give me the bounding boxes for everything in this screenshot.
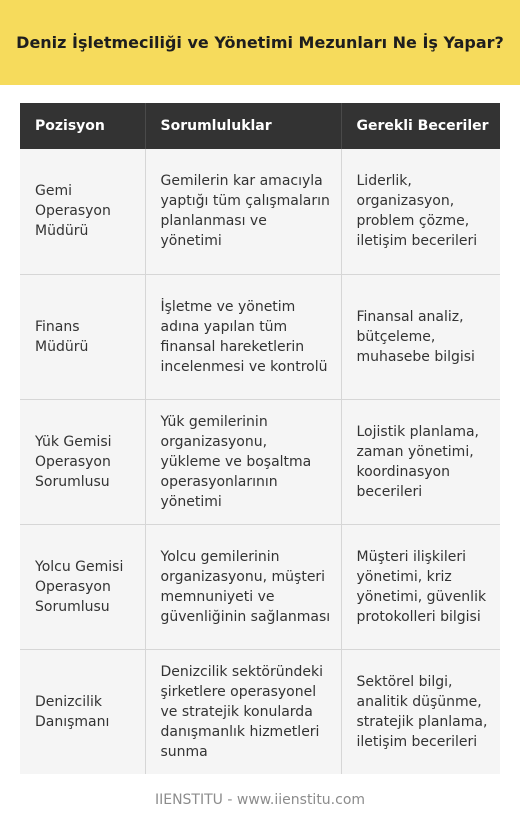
- table-body: [20, 149, 500, 774]
- cell-responsibilities: Yük gemilerinin organizasyonu, yükleme ve boşaltma operasyonlarının yönetimi: [145, 399, 341, 524]
- cell-responsibilities: Denizcilik sektöründeki şirketlere operasyonel ve stratejik konularda danışmanlık hizmetleri sunma: [145, 649, 341, 774]
- cell-skills: Müşteri ilişkileri yönetimi, kriz yönetimi, güvenlik protokolleri bilgisi: [341, 524, 500, 649]
- cell-position: Gemi Operasyon Müdürü: [20, 149, 145, 274]
- cell-responsibilities: Yolcu gemilerinin organizasyonu, müşteri memnuniyeti ve güvenliğinin sağlanması: [145, 524, 341, 649]
- careers-table: [20, 103, 500, 774]
- table-row: [20, 649, 500, 774]
- page-title: Deniz İşletmeciliği ve Yönetimi Mezunları Ne İş Yapar?: [16, 33, 504, 52]
- table-row: [20, 274, 500, 399]
- header-position: Pozisyon: [20, 103, 145, 149]
- table-row: [20, 149, 500, 274]
- cell-position: Denizcilik Danışmanı: [20, 649, 145, 774]
- cell-skills: Sektörel bilgi, analitik düşünme, stratejik planlama, iletişim becerileri: [356, 673, 488, 750]
- cell-skills: Finansal analiz, bütçeleme, muhasebe bilgisi: [341, 274, 500, 399]
- table-row: [20, 399, 500, 524]
- table-header: [20, 103, 500, 149]
- title-banner: [0, 0, 520, 85]
- cell-position: Finans Müdürü: [20, 274, 145, 399]
- cell-position: Yolcu Gemisi Operasyon Sorumlusu: [20, 524, 145, 649]
- footer-credit: IIENSTITU - www.iienstitu.com: [154, 792, 366, 808]
- header-row: [20, 103, 500, 149]
- header-responsibilities: Sorumluluklar: [145, 103, 341, 149]
- cell-responsibilities: İşletme ve yönetim adına yapılan tüm finansal hareketlerin incelenmesi ve kontrolü: [145, 274, 341, 399]
- cell-skills: Liderlik, organizasyon, problem çözme, iletişim becerileri: [341, 149, 500, 274]
- cell-responsibilities: Gemilerin kar amacıyla yaptığı tüm çalışmaların planlanması ve yönetimi: [145, 149, 341, 274]
- header-skills: Gerekli Beceriler: [341, 103, 500, 149]
- table-row: [20, 524, 500, 649]
- cell-skills: Lojistik planlama, zaman yönetimi, koordinasyon becerileri: [341, 399, 500, 524]
- cell-position: Yük Gemisi Operasyon Sorumlusu: [20, 399, 145, 524]
